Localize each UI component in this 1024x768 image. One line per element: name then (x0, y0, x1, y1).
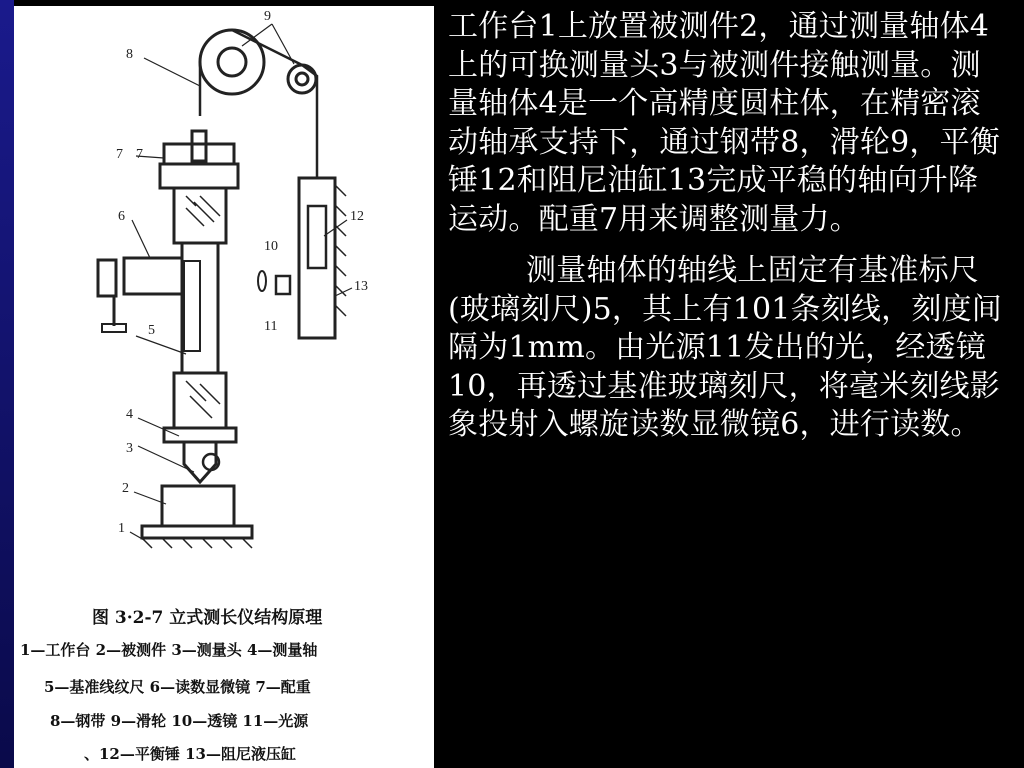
large-pulley-hub (218, 48, 246, 76)
figure-caption-title: 图 3·2-7 立式测长仪结构原理 (92, 608, 323, 628)
label-4: 4 (126, 407, 133, 422)
label-7a: 7 (116, 147, 123, 162)
label-10: 10 (264, 239, 278, 254)
label-7b: 7 (136, 147, 143, 162)
label-8: 8 (126, 47, 133, 62)
small-pulley-hub (296, 73, 308, 85)
label-3: 3 (126, 441, 133, 456)
large-pulley (200, 30, 264, 94)
figure-legend-line: 、12—平衡锤 13—阻尼液压缸 (84, 745, 296, 763)
label-11: 11 (264, 319, 278, 334)
small-pulley (288, 65, 316, 93)
label-6: 6 (118, 209, 125, 224)
figure-legend-line: 1—工作台 2—被测件 3—测量头 4—测量轴 (20, 641, 318, 659)
label-5: 5 (148, 323, 155, 338)
label-12: 12 (350, 209, 364, 224)
slide-left-edge (0, 0, 14, 768)
figure-panel (14, 6, 434, 768)
instrument-diagram (14, 6, 434, 596)
label-9: 9 (264, 9, 271, 24)
paragraph-reading-system: 测量轴体的轴线上固定有基准标尺(玻璃刻尺)5，其上有101条刻线，刻度间隔为1mm。由光源11发出的光，经透镜10，再透过基准玻璃刻尺，将毫米刻线影象投射入螺旋读数显微镜6，进行读数。 (448, 253, 1002, 442)
figure-legend-line: 8—钢带 9—滑轮 10—透镜 11—光源 (50, 712, 309, 730)
figure-legend-line: 5—基准线纹尺 6—读数显微镜 7—配重 (44, 678, 311, 696)
label-1: 1 (118, 521, 125, 536)
paragraph-working-principle: 工作台1上放置被测件2，通过测量轴体4上的可换测量头3与被测件接触测量。测量轴体4是一个高精度圆柱体，在精密滚动轴承支持下，通过钢带8，滑轮9，平衡锤12和阻尼油缸13完成平稳的轴向升降运动。配重7用来调整测量力。 (448, 9, 1000, 237)
label-2: 2 (122, 481, 129, 496)
description-text (448, 8, 1008, 445)
label-13: 13 (354, 279, 368, 294)
